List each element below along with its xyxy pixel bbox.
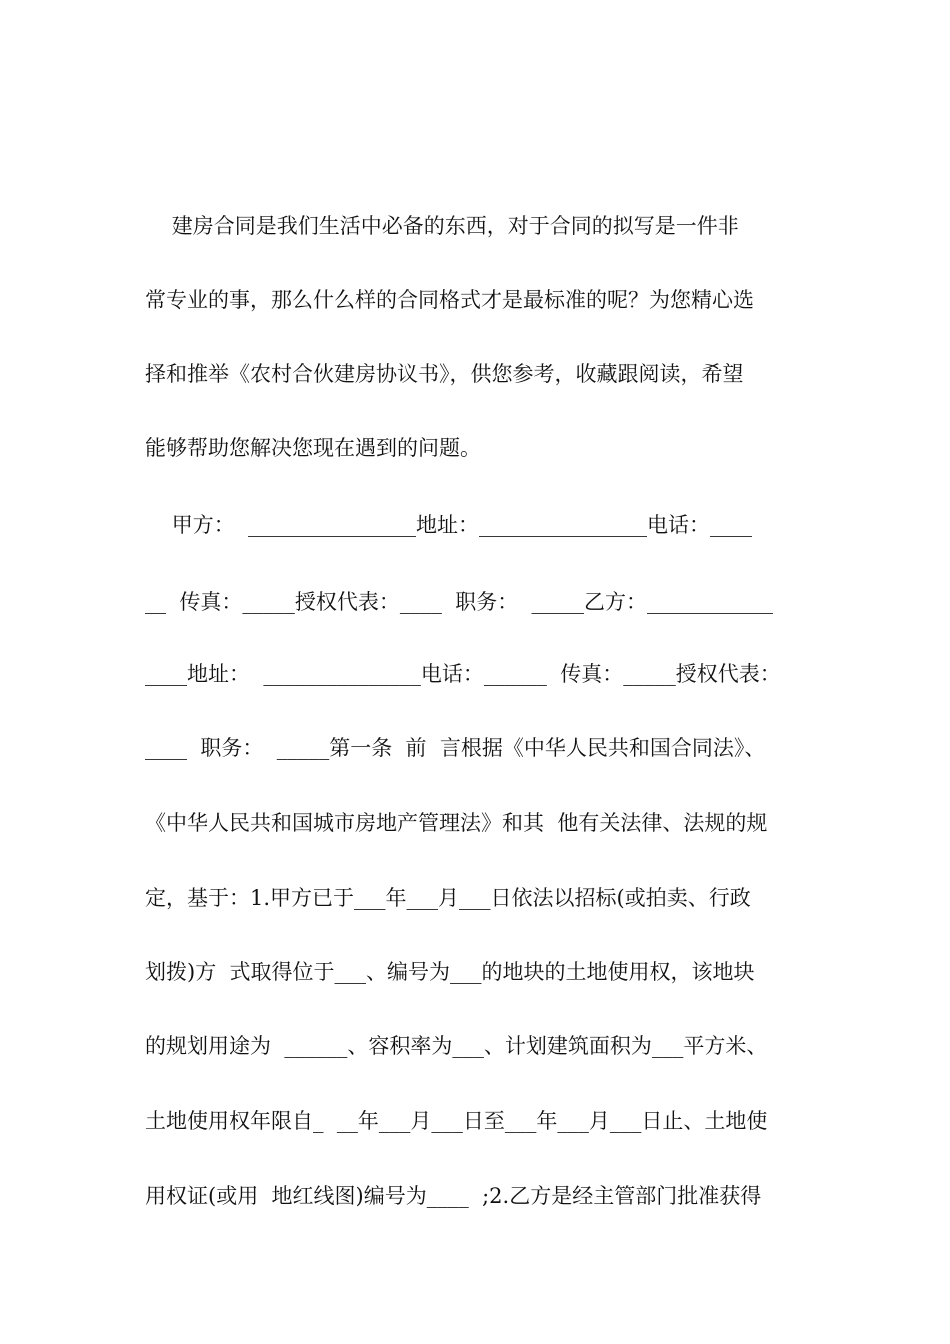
party-info-line: __ 传真：_____授权代表：____ 职务： _____乙方：____________ [145,590,774,614]
article-text-line: 土地使用权年限自_ __年___月___日至___年___月___日止、土地使 [145,1109,768,1133]
article-text-line: 用权证(或用 地红线图)编号为____ ;2.乙方是经主管部门批准获得 [145,1184,762,1208]
article-text-line: 的规划用途为 ______、容积率为___、计划建筑面积为___平方米、 [145,1034,768,1058]
party-info-line: 甲方： ________________地址：________________电话：____ [145,513,753,537]
body-text-line: 常专业的事，那么什么样的合同格式才是最标准的呢？为您精心选 [145,288,754,312]
body-text-line: 能够帮助您解决您现在遇到的问题。 [145,436,481,460]
article-text-line: 定，基于：1.甲方已于___年___月___日依法以招标(或拍卖、行政 [145,886,751,910]
article-text-line: 《中华人民共和国城市房地产管理法》和其 他有关法律、法规的规 [145,811,768,835]
body-text-line: 建房合同是我们生活中必备的东西，对于合同的拟写是一件非 [145,214,739,238]
party-info-line: ____地址： _______________电话：______ 传真：_____授权代表： [145,662,781,686]
article-text-line: ____ 职务： _____第一条 前 言根据《中华人民共和国合同法》、 [145,736,766,760]
article-text-line: 划拨)方 式取得位于___、编号为___的地块的土地使用权，该地块 [145,960,755,984]
body-text-line: 择和推举《农村合伙建房协议书》，供您参考，收藏跟阅读，希望 [145,362,744,386]
